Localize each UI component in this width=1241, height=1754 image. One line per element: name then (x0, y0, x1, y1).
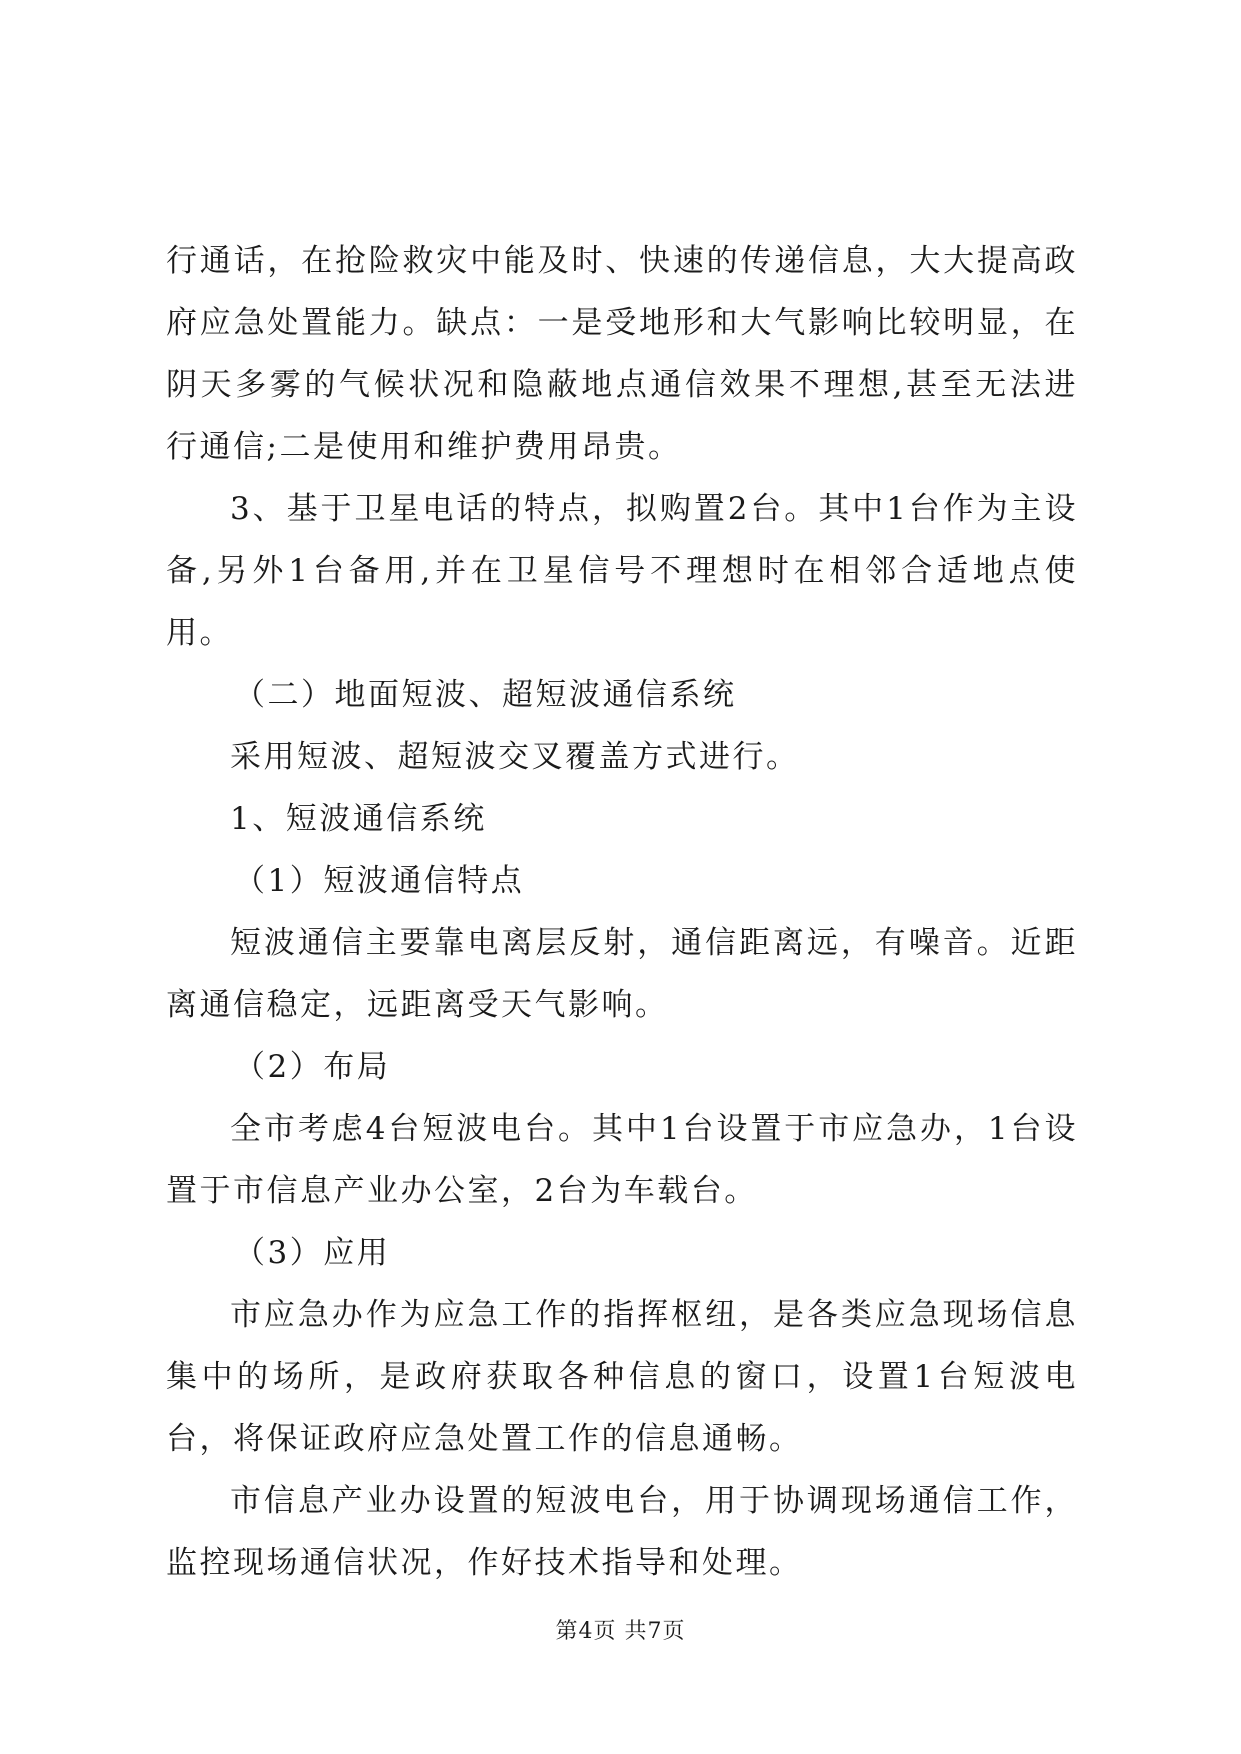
paragraph-application-info-office: 市信息产业办设置的短波电台，用于协调现场通信工作，监控现场通信状况，作好技术指导和处理。 (166, 1483, 1078, 1581)
section-heading-ground-radio: （二）地面短波、超短波通信系统 (234, 677, 737, 713)
subheading-shortwave-features: （1）短波通信特点 (234, 863, 525, 899)
subheading-layout: （2）布局 (234, 1049, 391, 1085)
paragraph-satellite-purchase: 3、基于卫星电话的特点，拟购置2台。其中1台作为主设备,另外1台备用,并在卫星信号不理想时在相邻合适地点使用。 (166, 491, 1078, 651)
paragraph-coverage-method: 采用短波、超短波交叉覆盖方式进行。 (230, 739, 800, 775)
paragraph-continuation: 行通话，在抢险救灾中能及时、快速的传递信息，大大提高政府应急处置能力。缺点：一是受地形和大气影响比较明显，在阴天多雾的气候状况和隐蔽地点通信效果不理想,甚至无法进行通信;二是使用和维护费用昂贵。 (166, 243, 1078, 465)
paragraph-shortwave-features: 短波通信主要靠电离层反射，通信距离远，有噪音。近距离通信稳定，远距离受天气影响。 (166, 925, 1078, 1023)
subheading-shortwave-system: 1、短波通信系统 (230, 801, 487, 837)
page-number-footer: 第4页 共7页 (555, 1619, 686, 1644)
document-body (166, 230, 1078, 1594)
subheading-application: （3）应用 (234, 1235, 391, 1271)
paragraph-application-emergency-office: 市应急办作为应急工作的指挥枢纽，是各类应急现场信息集中的场所，是政府获取各种信息的窗口，设置1台短波电台，将保证政府应急处置工作的信息通畅。 (166, 1297, 1078, 1457)
paragraph-layout: 全市考虑4台短波电台。其中1台设置于市应急办，1台设置于市信息产业办公室，2台为车载台。 (166, 1111, 1078, 1209)
